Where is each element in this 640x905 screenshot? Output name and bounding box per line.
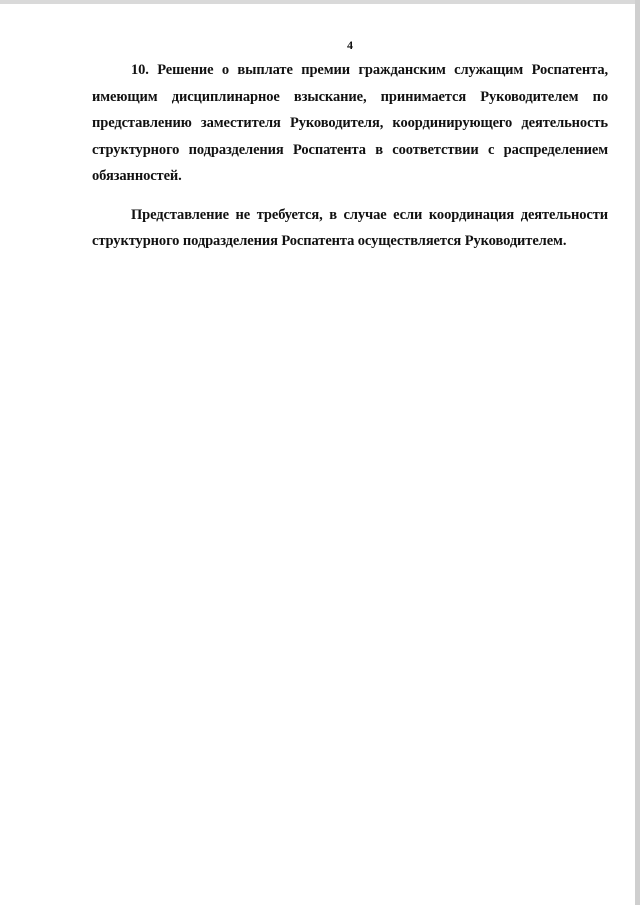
paragraph-exception: Представление не требуется, в случае если координация деятельности структурного подразделения Роспатента осуществляется Руководителем. [92, 206, 608, 249]
page-number: 4 [347, 38, 353, 52]
scan-edge-right [635, 0, 640, 905]
document-body [92, 57, 608, 267]
scan-edge-top [0, 0, 640, 4]
paragraph-clause-10: 10. Решение о выплате премии гражданским служащим Роспатента, имеющим дисциплинарное взыскание, принимается Руководителем по представлению заместителя Руководителя, координирующего деятельность структурного подразделения Роспатента в соответствии с распределением обязанностей. [92, 62, 608, 184]
